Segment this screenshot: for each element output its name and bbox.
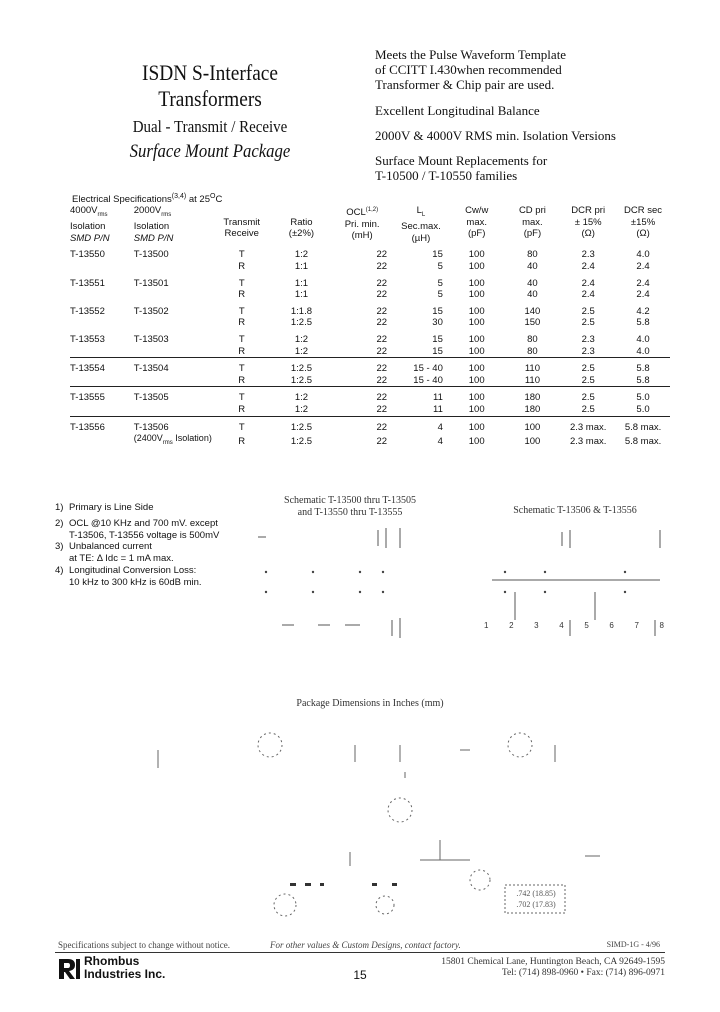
cell-cd: 100: [505, 416, 561, 433]
cell-lk: 11: [393, 387, 449, 404]
cell-ocl: 22: [376, 333, 388, 345]
note-num: 3): [55, 541, 64, 553]
cell-lk: 30: [432, 317, 443, 329]
col-cww-2: (pF): [467, 228, 486, 239]
col-ocl-sup: (1,2): [365, 207, 379, 213]
cell-cd: 110: [505, 358, 561, 375]
feature-line: Surface Mount Replacements for: [375, 153, 548, 168]
note-line: T-13506, T-13556 voltage is 500mV: [69, 529, 220, 541]
note-line: Unbalanced current: [69, 541, 152, 553]
cell-cd: 180: [505, 387, 561, 404]
cell-cww: 100: [468, 277, 485, 289]
col-ratio-2: (±2%): [288, 228, 315, 239]
cell-cd: 40: [527, 277, 538, 289]
cell-dcr-sec: 5.8 max.: [616, 416, 670, 433]
col-dcrs-2: (Ω): [636, 228, 650, 239]
schematic-2-pins: [484, 621, 664, 630]
phone-line: Tel: (714) 898-0960 • Fax: (714) 896-0971: [501, 968, 665, 978]
pin-label: 8: [659, 621, 664, 630]
cell-cd: 140: [524, 305, 541, 317]
col-dcrp-1: ± 15%: [574, 216, 602, 228]
feature-line: Meets the Pulse Waveform Template: [375, 47, 567, 62]
cell-dcr-pri: 2.4: [581, 277, 595, 289]
cell-dcr-sec: 2.4: [636, 260, 650, 272]
cell-dcr-pri: 2.5: [560, 358, 616, 375]
cell-cd: 110: [524, 374, 540, 386]
page-number: 15: [353, 968, 367, 982]
cell-lk: 5: [437, 289, 443, 301]
cell-dcr-sec: 2.4: [636, 277, 650, 289]
cell-cww: 100: [449, 387, 505, 404]
cell-ocl: 22: [376, 435, 388, 447]
pin-label: 3: [534, 621, 539, 630]
cell-ratio: 1:2.5: [290, 435, 313, 447]
cell-lk: 4: [393, 416, 449, 433]
cell-cww: 100: [468, 345, 485, 357]
col-lk-2: (µH): [411, 232, 431, 244]
cell-cww: 100: [468, 305, 485, 317]
col-dcrp-0: DCR pri: [571, 205, 606, 216]
cell-ratio: 1:2: [294, 333, 309, 345]
cell-4000v-pn: T-13554: [70, 358, 134, 375]
cell-tr: R: [238, 403, 246, 415]
cell-ocl: 22: [376, 289, 388, 301]
cell-lk: 5: [437, 277, 443, 289]
cell-ratio: 1:2.5: [290, 374, 313, 386]
note-tail: Isolation): [172, 433, 212, 444]
cell-dcr-pri: 2.3 max.: [560, 416, 616, 433]
cell-tr: R: [238, 289, 246, 301]
cell-2000v-pn: T-13504: [134, 358, 212, 375]
title-line-4: Surface Mount Package: [129, 141, 291, 162]
cell-dcr-pri: 2.5: [581, 374, 595, 386]
schematic-1-dots: [265, 571, 384, 593]
cell-cd: 180: [524, 403, 541, 415]
cell-lk: 15: [432, 249, 443, 261]
package-dims: [508, 888, 564, 910]
feature-line: Transformer & Chip pair are used.: [375, 77, 555, 92]
cell-lk: 15: [432, 305, 443, 317]
spec-heading-unit: C: [215, 194, 223, 206]
cell-ratio: 1:2.5: [290, 317, 313, 329]
cell-2000v-pn: T-13500: [133, 249, 169, 261]
col-cww-0: Cw/w: [465, 205, 489, 216]
note-num: 1): [55, 502, 64, 513]
cell-cd: 150: [524, 317, 541, 329]
cell-ratio: 1:1.8: [290, 305, 313, 317]
cell-ratio: 1:2.5: [272, 358, 332, 375]
cell-tr: T: [212, 387, 272, 404]
col-lk-sub: L: [421, 211, 426, 218]
cell-dcr-pri: 2.3: [581, 345, 595, 357]
schematic-2-dots: [504, 571, 626, 593]
cell-ocl: 22: [376, 305, 388, 317]
feature-line: of CCITT I.430when recommended: [375, 62, 562, 77]
cell-dcr-pri: 2.3: [581, 333, 595, 345]
cell-tr: R: [238, 345, 246, 357]
cell-ratio: 1:1: [294, 260, 309, 272]
cell-dcr-pri: 2.4: [581, 289, 595, 301]
cell-cww: 100: [468, 403, 485, 415]
col-dcrp-2: (Ω): [581, 228, 595, 239]
note-line: 10 kHz to 300 kHz is 60dB min.: [69, 576, 202, 588]
cell-tr: T: [212, 416, 272, 433]
degree-mark: O: [209, 193, 216, 200]
note-line: OCL @10 KHz and 700 mV. except: [69, 517, 218, 529]
package-title: Package Dimensions in Inches (mm): [296, 698, 444, 709]
cell-tr: T: [238, 333, 245, 345]
cell-cww: 100: [468, 260, 485, 272]
cell-dcr-sec: 2.4: [636, 289, 650, 301]
col-ocl-1: Pri. min.: [344, 218, 380, 230]
cell-cww: 100: [468, 317, 485, 329]
cell-cd: 100: [524, 435, 541, 447]
cell-cww: 100: [468, 374, 485, 386]
rhombus-logo-icon: [57, 955, 81, 981]
cell-lk: 15 - 40: [393, 358, 449, 375]
col-cd-0: CD pri: [518, 205, 546, 216]
footer-rule: [55, 952, 665, 953]
cell-dcr-sec: 5.8 max.: [624, 435, 662, 447]
col-lk-title: L: [416, 205, 422, 216]
footer-docnum: SIMD-1G - 4/96: [606, 940, 660, 949]
cell-ratio: 1:2: [294, 345, 309, 357]
cell-ratio: 1:1: [294, 277, 309, 289]
col-tr-2: Receive: [224, 228, 259, 239]
cell-cd: 40: [527, 289, 538, 301]
cell-2000v-pn: T-13506: [134, 416, 212, 433]
cell-ratio: 1:2: [294, 403, 309, 415]
pin-label: 5: [584, 621, 589, 630]
cell-dcr-pri: 2.5: [581, 305, 595, 317]
note-line: Longitudinal Conversion Loss:: [69, 564, 197, 576]
cell-4000v-pn: T-13555: [70, 387, 134, 404]
cell-tr: T: [238, 277, 245, 289]
package-marks: [290, 883, 397, 886]
title-line-1: ISDN S-Interface: [141, 60, 279, 85]
col-cww-1: max.: [466, 216, 487, 228]
cell-lk: 11: [432, 403, 443, 415]
note-text: (2400V: [133, 433, 163, 444]
col-tr-1: Transmit: [223, 216, 261, 228]
cell-dcr-pri: 2.5: [560, 387, 616, 404]
cell-4000v-pn: T-13551: [70, 277, 105, 289]
cell-2000v-pn: T-13503: [133, 333, 169, 345]
cell-ocl: 22: [376, 277, 388, 289]
col-ratio-1: Ratio: [290, 216, 313, 228]
schematic-1-line: and T-13550 thru T-13555: [297, 507, 403, 518]
cell-cww: 100: [449, 358, 505, 375]
schematic-2-title: Schematic T-13506 & T-13556: [513, 505, 637, 516]
col-dcrs-0: DCR sec: [624, 205, 663, 216]
pin-label: 2: [509, 621, 514, 630]
cell-4000v-pn: T-13552: [70, 305, 105, 317]
footer-disclaimer: Specifications subject to change without notice.: [58, 940, 230, 950]
cell-cww: 100: [468, 435, 485, 447]
cell-dcr-sec: 4.0: [636, 249, 650, 261]
schematic-1: [258, 528, 400, 638]
cell-tr: T: [212, 358, 272, 375]
cell-lk: 15 - 40: [413, 374, 443, 386]
cell-dcr-pri: 2.5: [581, 403, 595, 415]
footer-address: [420, 957, 665, 979]
col-4000v-iso: Isolation: [70, 221, 106, 233]
cell-tr: T: [238, 249, 245, 261]
cell-tr: R: [238, 317, 246, 329]
spec-heading-tail: at 25: [186, 194, 210, 206]
spec-heading-sup: (3,4): [171, 193, 187, 200]
col-dcrs-1: ±15%: [630, 216, 656, 228]
cell-ocl: 22: [331, 358, 393, 375]
col-ocl-title: OCL: [346, 207, 366, 219]
cell-lk: 15: [432, 333, 443, 345]
cell-lk: 5: [437, 260, 443, 272]
cell-dcr-pri: 2.4: [581, 260, 595, 272]
col-2000v-pn: SMD P/N: [133, 232, 174, 244]
cell-dcr-pri: 2.3: [581, 249, 595, 261]
cell-2000v-pn: T-13505: [134, 387, 212, 404]
cell-cd: 80: [527, 333, 538, 345]
cell-cww: 100: [468, 333, 485, 345]
cell-2000v-pn: T-13501: [133, 277, 169, 289]
col-cd-2: (pF): [523, 228, 542, 239]
col-4000v-title: 4000V: [70, 205, 98, 216]
cell-cww: 100: [449, 416, 505, 433]
cell-cd: 80: [527, 345, 538, 357]
cell-dcr-sec: 4.0: [636, 333, 650, 345]
cell-cww: 100: [468, 289, 485, 301]
cell-lk: 15: [432, 345, 443, 357]
col-lk-1: Sec.max.: [401, 221, 441, 233]
cell-lk: 4: [437, 435, 443, 447]
cell-tr: R: [238, 374, 246, 386]
note-num: 4): [55, 564, 64, 576]
cell-tr: R: [238, 260, 246, 272]
cell-cd: 40: [527, 260, 538, 272]
col-2000v-iso: Isolation: [133, 221, 170, 233]
cell-dcr-pri: 2.3 max.: [569, 435, 607, 447]
pin-label: 7: [634, 621, 639, 630]
title-line-3: Dual - Transmit / Receive: [132, 117, 288, 136]
cell-cww: 100: [468, 249, 485, 261]
pin-label: 6: [609, 621, 614, 630]
cell-dcr-sec: 5.8: [616, 358, 670, 375]
feature-line: 2000V & 4000V RMS min. Isolation Versions: [375, 128, 616, 143]
cell-ocl: 22: [376, 260, 388, 272]
col-4000v-pn: SMD P/N: [70, 232, 110, 244]
note-num: 2): [55, 517, 64, 529]
cell-dcr-sec: 5.8: [636, 374, 650, 386]
cell-ratio: 1:2.5: [272, 416, 332, 433]
brand-name-2: Industries Inc.: [84, 967, 166, 981]
feature-line: Excellent Longitudinal Balance: [375, 103, 540, 118]
cell-dcr-sec: 4.0: [636, 345, 650, 357]
col-ocl-2: (mH): [351, 230, 373, 242]
col-2000v-title: 2000V: [133, 205, 162, 216]
col-cd-1: max.: [522, 216, 543, 228]
note-line: Primary is Line Side: [69, 502, 154, 513]
cell-tr: R: [238, 435, 246, 447]
cell-dcr-sec: 5.8: [636, 317, 650, 329]
cell-ocl: 22: [376, 317, 388, 329]
cell-ocl: 22: [331, 387, 393, 404]
spec-heading-text: Electrical Specifications: [72, 194, 172, 206]
cell-tr: T: [238, 305, 245, 317]
footer-custom: For other values & Custom Designs, contact factory.: [270, 940, 461, 950]
cell-4000v-pn: T-13550: [70, 249, 105, 261]
feature-line: T-10500 / T-10550 families: [375, 168, 518, 183]
title-line-2: Transformers: [158, 86, 262, 111]
address-line: 15801 Chemical Lane, Huntington Beach, CA 92649-1595: [441, 957, 665, 967]
cell-dcr-sec: 5.0: [636, 403, 650, 415]
cell-ratio: 1:2: [272, 387, 332, 404]
note-sub: rms: [162, 439, 173, 446]
pin-label: 1: [484, 621, 489, 630]
pin-label: 4: [559, 621, 564, 630]
brand: [84, 955, 165, 981]
cell-ratio: 1:2: [294, 249, 309, 261]
col-2000v-sub: rms: [161, 211, 172, 218]
cell-4000v-pn: T-13556: [70, 416, 134, 433]
note-line: at TE: Δ Idc = 1 mA max.: [69, 553, 174, 565]
cell-ocl: 22: [376, 403, 388, 415]
schematic-1-line: Schematic T-13500 thru T-13505: [284, 495, 416, 506]
cell-ocl: 22: [331, 416, 393, 433]
cell-dcr-sec: 5.0: [616, 387, 670, 404]
brand-name: Rhombus: [84, 954, 140, 968]
cell-dcr-sec: 4.2: [636, 305, 650, 317]
col-4000v-sub: rms: [97, 211, 108, 218]
cell-ocl: 22: [376, 249, 388, 261]
cell-2000v-pn: T-13502: [133, 305, 169, 317]
cell-4000v-pn: T-13553: [70, 333, 105, 345]
cell-dcr-pri: 2.5: [581, 317, 595, 329]
cell-ratio: 1:1: [294, 289, 309, 301]
cell-cd: 80: [527, 249, 538, 261]
package-dim-line: .742 (18.85): [516, 889, 556, 898]
package-dim-line: .702 (17.83): [516, 900, 556, 909]
cell-ocl: 22: [376, 374, 388, 386]
cell-ocl: 22: [376, 345, 388, 357]
